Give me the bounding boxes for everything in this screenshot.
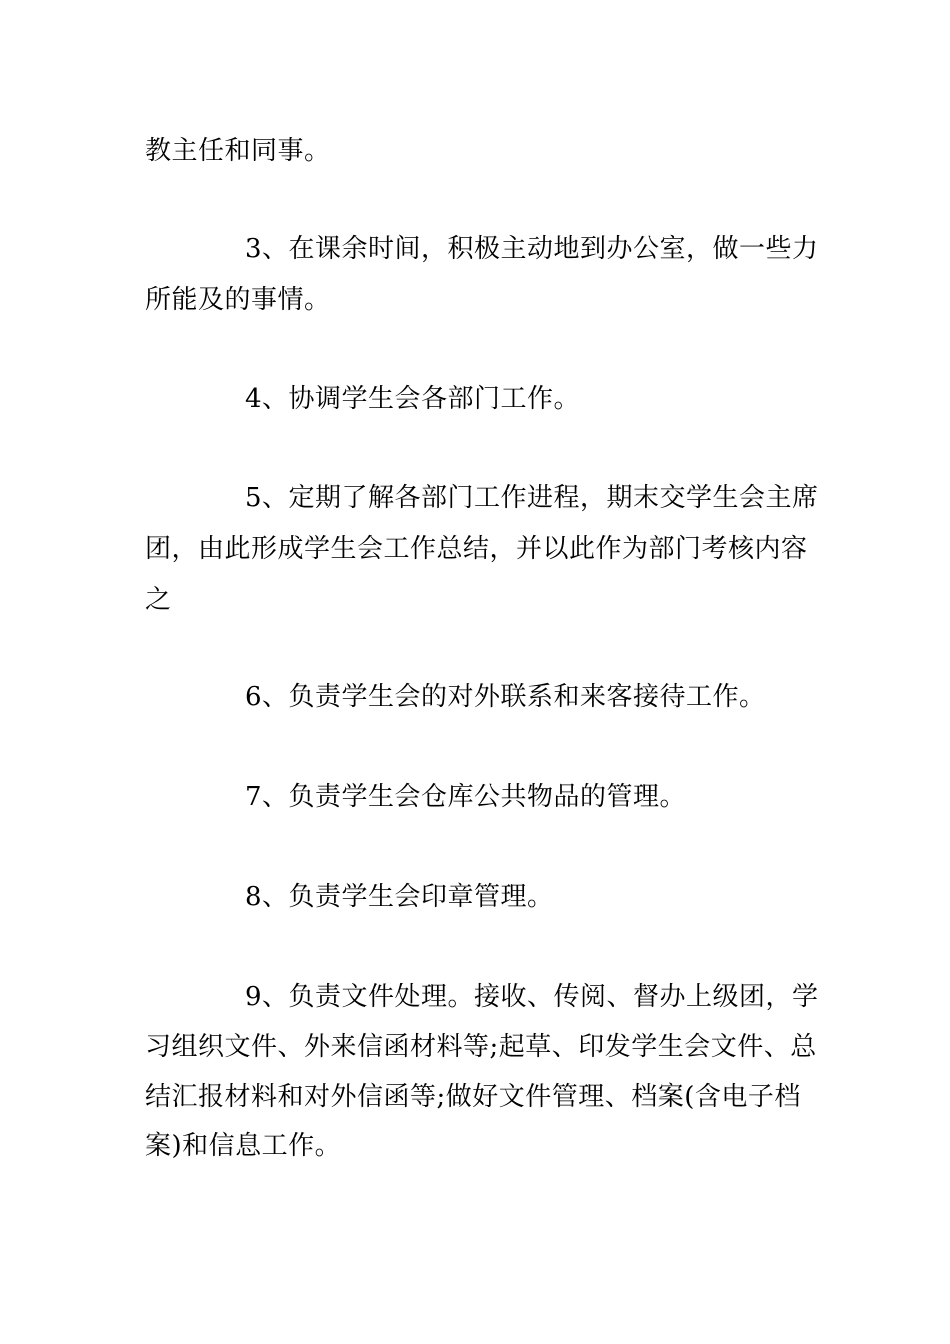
paragraph-line: 案)和信息工作。	[145, 1131, 342, 1161]
paragraph-line: 8、负责学生会印章管理。	[245, 882, 554, 912]
paragraph-line: 3、在课余时间，积极主动地到办公室，做一些力	[245, 234, 819, 264]
paragraph-line: 9、负责文件处理。接收、传阅、督办上级团，学	[245, 982, 819, 1012]
paragraph-line: 所能及的事情。	[145, 285, 331, 315]
paragraph-line: 5、定期了解各部门工作进程，期末交学生会主席	[245, 483, 819, 513]
paragraph-line: 4、协调学生会各部门工作。	[245, 384, 581, 414]
paragraph-line: 团，由此形成学生会工作总结，并以此作为部门考核内容	[145, 534, 808, 564]
paragraph-line: 教主任和同事。	[145, 136, 331, 166]
paragraph-line: 习组织文件、外来信函材料等;起草、印发学生会文件、总	[145, 1032, 817, 1062]
paragraph-line: 结汇报材料和对外信函等;做好文件管理、档案(含电子档	[145, 1082, 801, 1112]
paragraph-line: 6、负责学生会的对外联系和来客接待工作。	[245, 682, 766, 712]
paragraph-line: 之	[145, 585, 172, 615]
paragraph-line: 7、负责学生会仓库公共物品的管理。	[245, 782, 687, 812]
